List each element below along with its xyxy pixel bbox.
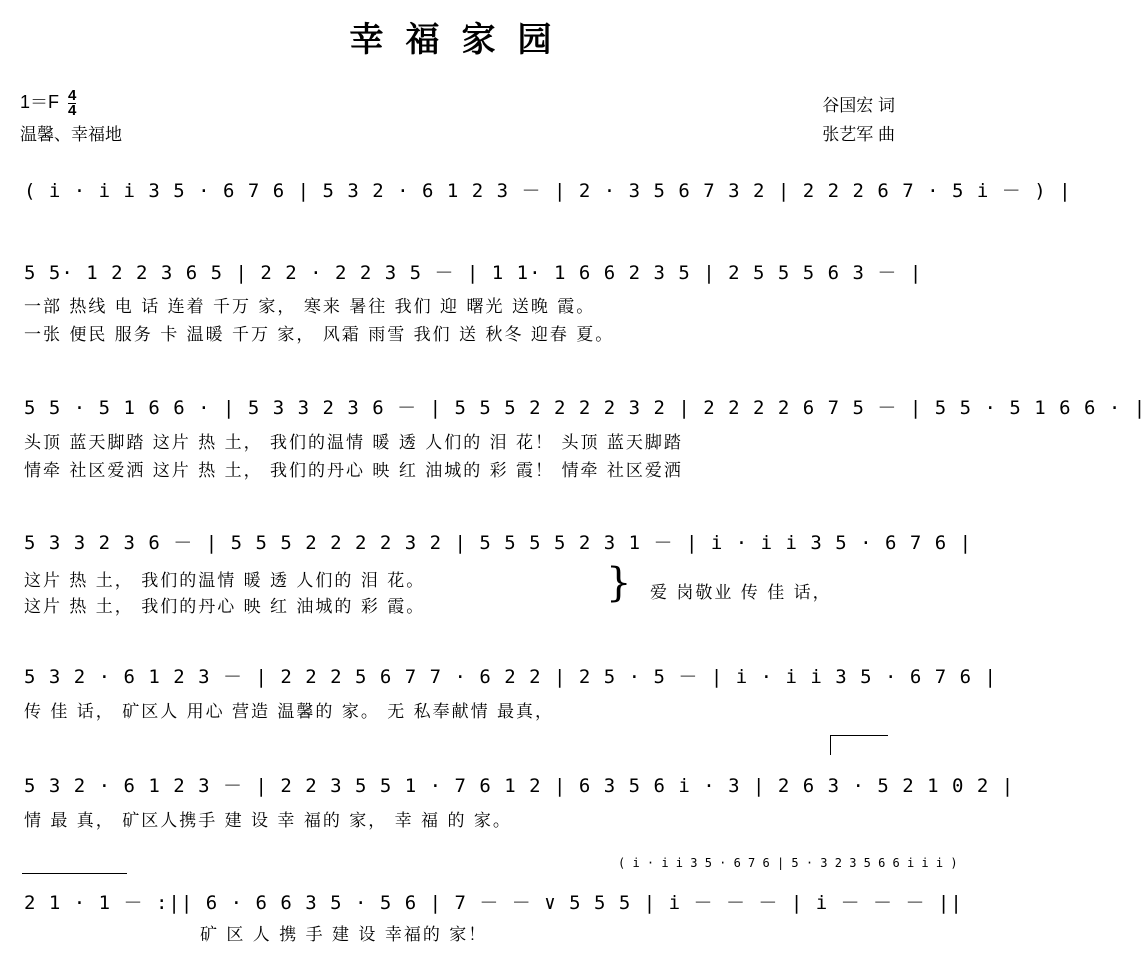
lyric-row-5: 情 最 真， 矿区人携手 建 设 幸 福的 家， 幸 福 的 家。 <box>24 811 512 831</box>
notation-row-6: 2 1 · 1 － :|| 6 · 6 6 3 5 · 5 6 | 7 － － ∨ 5 5 5 | i － － － | i － － － || <box>24 892 963 914</box>
volta-bracket <box>830 735 888 736</box>
small-ossia-notes: ( i · i i 3 5 · 6 7 6 | 5 · 3 2 3 5 6 6 i i i ) <box>618 856 958 870</box>
notation-row-4: 5 3 2 · 6 1 2 3 － | 2 2 2 5 6 7 7 · 6 2 2 | 2 5 · 5 － | i · i i 3 5 · 6 7 6 | <box>24 666 997 688</box>
volta-bracket-edge <box>830 735 831 755</box>
lyric-row-3-verse-1: 这片 热 土， 我们的温情 暖 透 人们的 泪 花。 <box>24 571 426 591</box>
notation-row-1: 5 5· 1 2 2 3 6 5 | 2 2 · 2 2 3 5 － | 1 1· 1 6 6 2 3 5 | 2 5 5 5 6 3 － | <box>24 262 923 284</box>
notation-row-3: 5 3 3 2 3 6 － | 5 5 5 2 2 2 2 3 2 | 5 5 5 5 2 3 1 － | i · i i 3 5 · 6 7 6 | <box>24 532 973 554</box>
time-signature <box>68 86 77 119</box>
lyric-row-2-verse-1: 头顶 蓝天脚踏 这片 热 土， 我们的温情 暖 透 人们的 泪 花！ 头顶 蓝天脚踏 <box>24 433 683 453</box>
key-signature <box>20 88 76 118</box>
lyric-row-1-verse-1: 一部 热线 电 话 连着 千万 家， 寒来 暑往 我们 迎 曙光 送晚 霞。 <box>24 297 596 317</box>
key-label: 1＝F <box>20 92 60 112</box>
lyric-row-4: 传 佳 话， 矿区人 用心 营造 温馨的 家。 无 私奉献情 最真， <box>24 702 555 722</box>
notation-row-2: 5 5 · 5 1 6 6 · | 5 3 3 2 3 6 － | 5 5 5 2 2 2 2 3 2 | 2 2 2 2 6 7 5 － | 5 5 · 5 1 6 6 · | <box>24 397 1146 419</box>
notation-row-5: 5 3 2 · 6 1 2 3 － | 2 2 3 5 5 1 · 7 6 1 2 | 6 3 5 6 i · 3 | 2 6 3 · 5 2 1 0 2 | <box>24 775 1015 797</box>
lyric-row-3-verse-2: 这片 热 土， 我们的丹心 映 红 油城的 彩 霞。 <box>24 597 426 617</box>
song-title: 幸福家园 <box>349 20 574 60</box>
lyricist: 谷国宏 词 <box>822 96 895 115</box>
lyric-row-2-verse-2: 情牵 社区爱洒 这片 热 土， 我们的丹心 映 红 油城的 彩 霞！ 情牵 社区爱洒 <box>24 461 683 481</box>
composer: 张艺军 曲 <box>822 125 895 144</box>
time-sig-bottom: 4 <box>68 101 77 119</box>
notation-row-intro: ( i · i i 3 5 · 6 7 6 | 5 3 2 · 6 1 2 3 － | 2 · 3 5 6 7 3 2 | 2 2 2 6 7 · 5 i － ) | <box>24 180 1072 202</box>
tempo-marking: 温馨、幸福地 <box>20 125 122 144</box>
lyric-row-1-verse-2: 一张 便民 服务 卡 温暖 千万 家， 风霜 雨雪 我们 送 秋冬 迎春 夏。 <box>24 325 615 345</box>
lyric-row-3-side: 爱 岗敬业 传 佳 话， <box>650 583 832 603</box>
volta-bracket-2 <box>22 873 127 874</box>
time-sig-top: 4 <box>68 86 77 104</box>
verse-brace: } <box>606 560 632 606</box>
lyric-row-6: 矿 区 人 携 手 建 设 幸福的 家！ <box>200 925 488 945</box>
